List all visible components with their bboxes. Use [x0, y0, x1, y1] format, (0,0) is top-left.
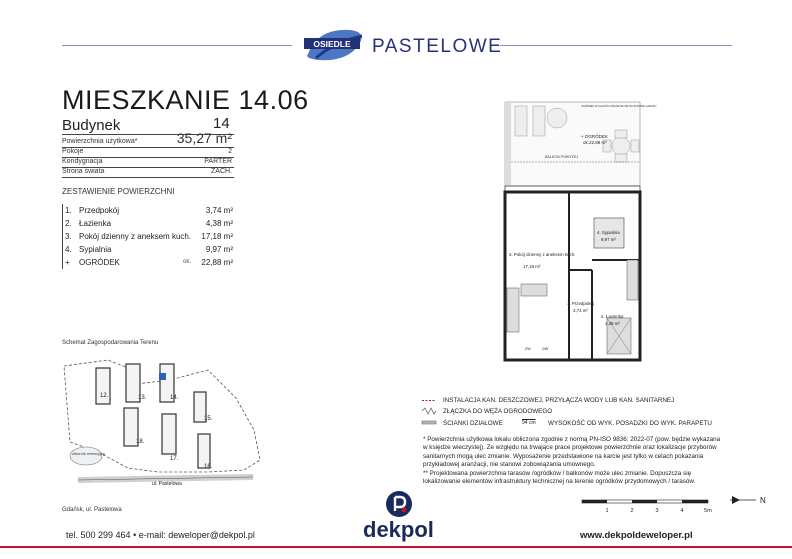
street-label: ul. Pastelowa	[152, 481, 182, 487]
room-area: 3,74 m²	[205, 206, 233, 215]
building-label-16: 16.	[204, 464, 213, 470]
room-number: +	[65, 258, 70, 267]
partition-wall-icon	[422, 420, 436, 425]
contact-info	[66, 530, 255, 540]
room1-area: 3,74 m²	[573, 308, 588, 313]
room4-label: 4. Sypialnia	[597, 230, 620, 235]
legend-height-value: 94 cm	[522, 420, 536, 426]
garden-note: OGRÓDEK W CAŁOŚCI ZNAJDUJE SIĘ NA STRONIE GARAŻU	[581, 105, 657, 108]
rooms-count-label: Pokoje	[62, 148, 84, 155]
scale-label-2: 2	[630, 508, 634, 514]
room2-area: 4,38 m²	[605, 321, 620, 326]
room-row	[63, 243, 235, 256]
room4-area: 9,97 m²	[601, 237, 616, 242]
legend-height-text: WYSOKOŚĆ OD WYK. POSADZKI DO WYK. PARAPETU	[548, 420, 712, 427]
floor-value: PARTER	[204, 158, 232, 165]
room-number: 4.	[65, 245, 72, 254]
room-area-prefix: ok.	[183, 259, 192, 265]
scale-label-5m: 5m	[704, 508, 712, 514]
legend-walls: ŚCIANKI DZIAŁOWE	[443, 420, 503, 427]
room2-label: 2. Łazienka	[601, 314, 624, 319]
scale-label-3: 3	[655, 508, 659, 514]
room-area: 17,18 m²	[201, 232, 233, 241]
building-label-13: 13.	[138, 395, 147, 401]
building-label-17: 17.	[170, 456, 179, 462]
area-value: 35,27 m²	[176, 130, 232, 146]
highlighted-building-marker	[159, 373, 166, 380]
apartment-title: MIESZKANIE 14.06	[62, 85, 309, 115]
room-name: Sypialnia	[79, 245, 112, 254]
garden-area: ok.22,88 m²	[583, 140, 607, 145]
side-value: ZACH.	[211, 168, 232, 175]
osiedle-logo-text: OSIEDLE	[313, 39, 351, 49]
pond-label: zbiornik retencyjny	[72, 451, 106, 456]
gw-tag: GW	[542, 347, 549, 351]
legend-connector: ZŁĄCZKA DO WĘŻA OGRODOWEGO	[443, 408, 553, 415]
details-rule-bottom	[62, 177, 234, 178]
room3-area: 17,18 m²	[523, 264, 541, 269]
room-area: 22,88 m²	[201, 258, 233, 267]
rooms-heading: ZESTAWIENIE POWIERZCHNI	[62, 187, 175, 196]
dekpol-logo-icon	[385, 490, 413, 518]
room-area: 9,97 m²	[205, 245, 233, 254]
room-name: OGRÓDEK	[79, 258, 120, 267]
osiedle-logo	[298, 24, 372, 64]
rooms-count-value: 2	[228, 148, 232, 155]
scale-label-4: 4	[680, 508, 684, 514]
room-name: Pokój dzienny z aneksem kuch.	[79, 232, 192, 241]
header-rule-right	[500, 45, 732, 46]
brand-name: PASTELOWE	[372, 36, 503, 57]
area-label: Powierzchnia użytkowa*	[62, 138, 138, 145]
footnotes	[423, 436, 723, 486]
footer-red-line	[0, 546, 792, 548]
installation-line-icon	[422, 398, 436, 403]
room-number: 2.	[65, 219, 72, 228]
footnote-terrace: ** Projektowana powierzchnia tarasów /ogródków / balkonów może ulec zmianie. Dopuszcza się lokalizowanie elementów infrastruktury technicznej na terenie ogródków przydomowych / tarasów.	[423, 469, 696, 486]
building-label: Budynek	[62, 117, 121, 134]
room1-label: 1. Przedpokój	[567, 301, 594, 306]
room3-label: 3. Pokój dzienny z aneksem kuch.	[509, 252, 576, 257]
room-row	[63, 217, 235, 230]
building-number: 14	[213, 115, 230, 132]
room-area: 4,38 m²	[205, 219, 233, 228]
building-label-18: 18.	[136, 439, 145, 445]
city-label: Gdańsk, ul. Pastelowa	[62, 507, 122, 513]
scale-bar	[578, 494, 718, 518]
footnote-area: * Powierzchnia użytkowa lokalu obliczona zgodnie z normą PN-ISO 9836: 2022-07 (pow. będzie wykazana w księdze wieczystej). Ze względu na trwające prace projektowe powierzchnie oraz lokalizacje przyborów sanitarnych mogą ulec zmianie. Wyposażenie przedstawione na karcie jest tylko w celach pokazania przykładowej aranżacji, nie stanowi zobowiązania umownego.	[423, 436, 721, 469]
building-label-15: 15.	[204, 416, 213, 422]
legend-installations: INSTALACJA KAN. DESZCZOWEJ, PRZYŁĄCZA WODY LUB KAN. SANITARNEJ	[443, 397, 675, 404]
floor-label: Kondygnacja	[62, 158, 103, 165]
room-row-garden	[63, 256, 235, 269]
zw-tag: ZW	[525, 347, 531, 351]
scale-label-1: 1	[605, 508, 609, 514]
garden-label: + OGRÓDEK	[581, 134, 608, 139]
rooms-table	[62, 204, 235, 269]
dekpol-wordmark: dekpol	[363, 517, 434, 542]
hose-connector-icon	[422, 408, 436, 414]
website-link[interactable]: www.dekpoldeweloper.pl	[580, 530, 693, 541]
building-label-12: 12.	[100, 393, 109, 399]
room-row	[63, 230, 235, 243]
room-name: Łazienka	[79, 219, 112, 228]
email[interactable]: • e-mail: deweloper@dekpol.pl	[133, 530, 255, 540]
floor-plan	[497, 98, 657, 363]
phone: tel. 500 299 464	[66, 530, 131, 540]
site-plan-title: Schemat Zagospodarowania Terenu	[62, 340, 159, 346]
site-plan-map	[58, 352, 268, 500]
north-label: N	[760, 496, 766, 505]
building-label-14: 14.	[170, 395, 179, 401]
room-number: 1.	[65, 206, 72, 215]
header-rule-left	[62, 45, 292, 46]
side-label: Strona świata	[62, 168, 105, 175]
balcony-label: BALKON POWYŻEJ	[545, 155, 578, 159]
north-arrow-icon	[728, 494, 772, 506]
room-name: Przedpokój	[79, 206, 120, 215]
room-number: 3.	[65, 232, 72, 241]
room-row	[63, 204, 235, 217]
